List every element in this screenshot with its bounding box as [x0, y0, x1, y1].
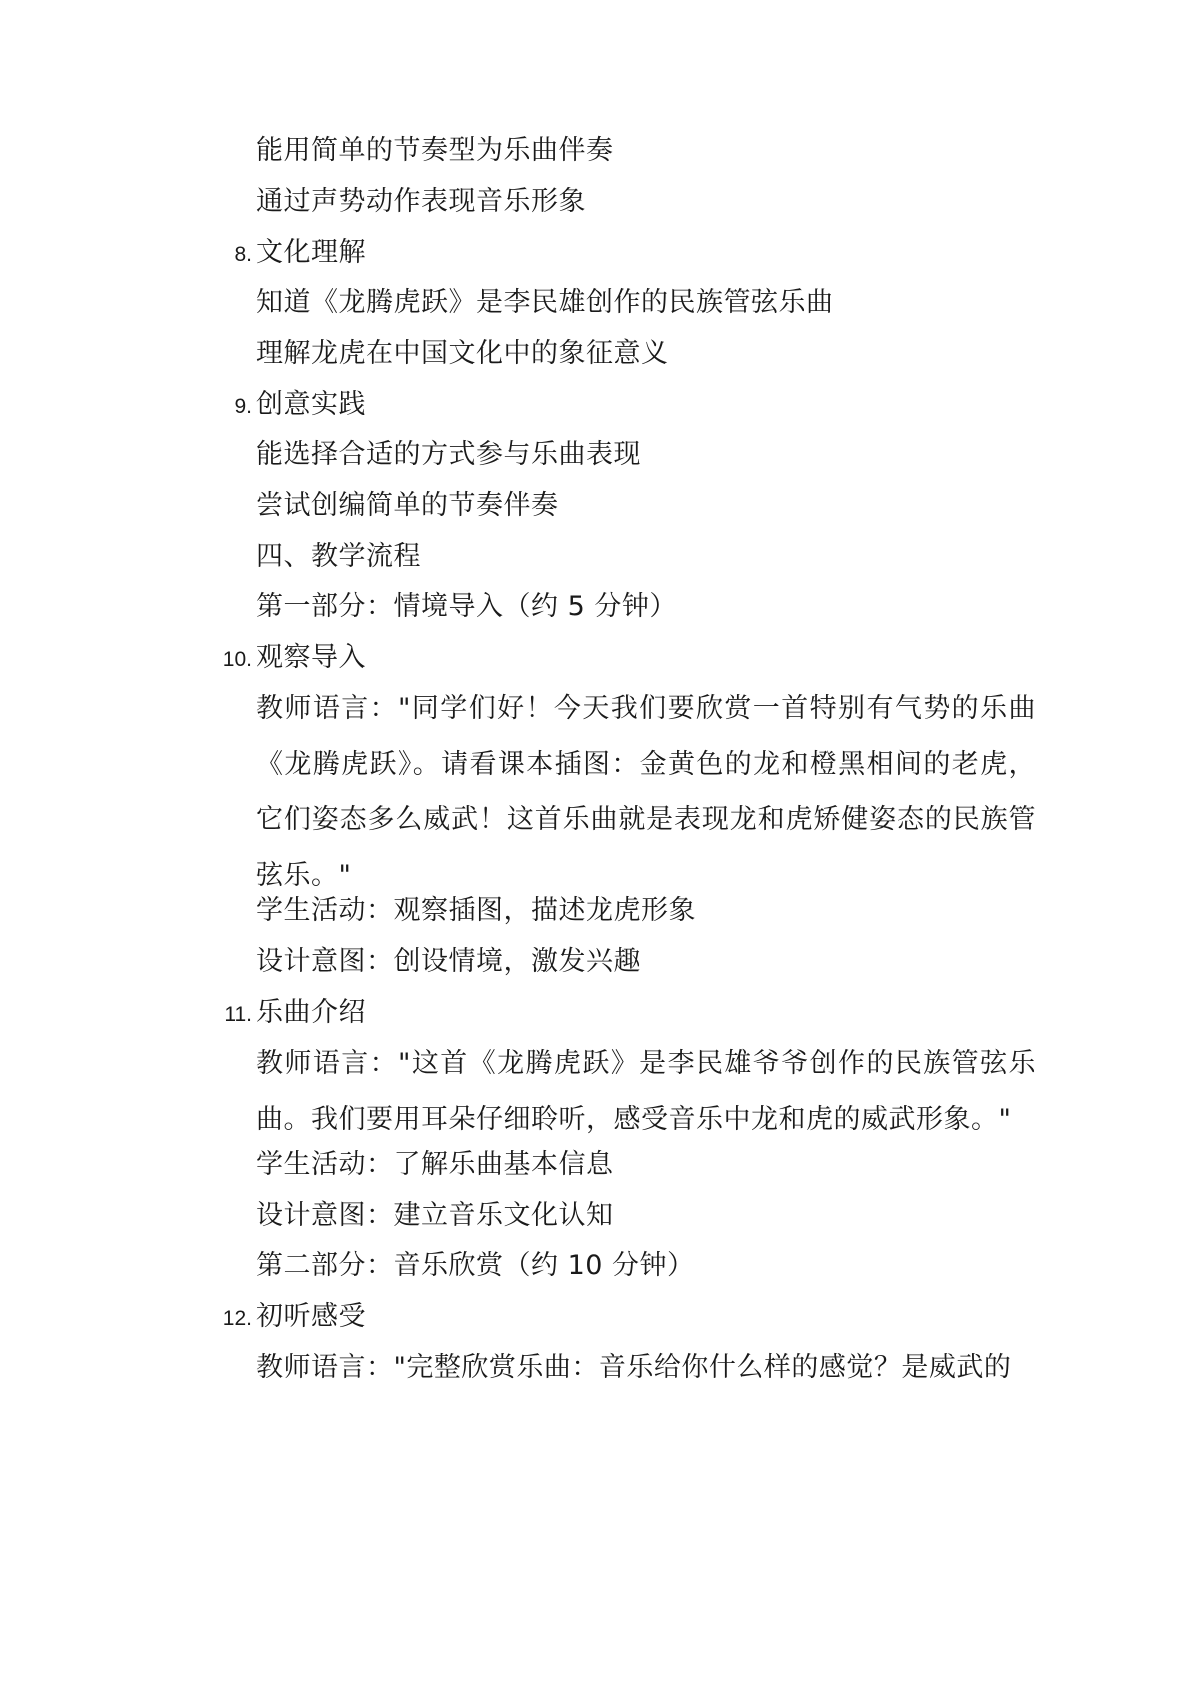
section-heading: 四、教学流程	[256, 541, 421, 572]
list-number: 9.	[234, 395, 252, 418]
list-item-heading: 创意实践	[256, 389, 366, 420]
list-number: 8.	[234, 243, 252, 266]
part-heading: 第一部分：情境导入（约 5 分钟）	[256, 591, 677, 622]
paragraph: 知道《龙腾虎跃》是李民雄创作的民族管弦乐曲	[256, 287, 834, 318]
paragraph: 能用简单的节奏型为乐曲伴奏	[256, 135, 614, 166]
list-number: 10.	[222, 648, 252, 671]
paragraph: 尝试创编简单的节奏伴奏	[256, 490, 559, 521]
list-item-heading: 文化理解	[256, 237, 366, 268]
paragraph: 理解龙虎在中国文化中的象征意义	[256, 338, 669, 369]
list-item-heading: 乐曲介绍	[256, 997, 366, 1028]
part-heading: 第二部分：音乐欣赏（约 10 分钟）	[256, 1250, 695, 1281]
list-item-heading: 初听感受	[256, 1301, 366, 1332]
student-activity: 学生活动：观察插图，描述龙虎形象	[256, 895, 696, 926]
design-intent: 设计意图：建立音乐文化认知	[256, 1200, 614, 1231]
design-intent: 设计意图：创设情境，激发兴趣	[256, 946, 641, 977]
list-number: 12.	[222, 1307, 252, 1330]
student-activity: 学生活动：了解乐曲基本信息	[256, 1149, 614, 1180]
teacher-speech: 教师语言："这首《龙腾虎跃》是李民雄爷爷创作的民族管弦乐曲。我们要用耳朵仔细聆听，感受音乐中龙和虎的威武形象。"	[256, 1048, 1036, 1135]
teacher-speech: 教师语言："完整欣赏乐曲：音乐给你什么样的感觉？是威武的	[256, 1352, 1012, 1383]
paragraph: 通过声势动作表现音乐形象	[256, 186, 586, 217]
list-item-heading: 观察导入	[256, 642, 366, 673]
paragraph: 能选择合适的方式参与乐曲表现	[256, 439, 641, 470]
list-number: 11.	[224, 1003, 252, 1026]
teacher-speech: 教师语言："同学们好！今天我们要欣赏一首特别有气势的乐曲《龙腾虎跃》。请看课本插图：金黄色的龙和橙黑相间的老虎，它们姿态多么威武！这首乐曲就是表现龙和虎矫健姿态的民族管弦乐。"	[256, 693, 1036, 891]
